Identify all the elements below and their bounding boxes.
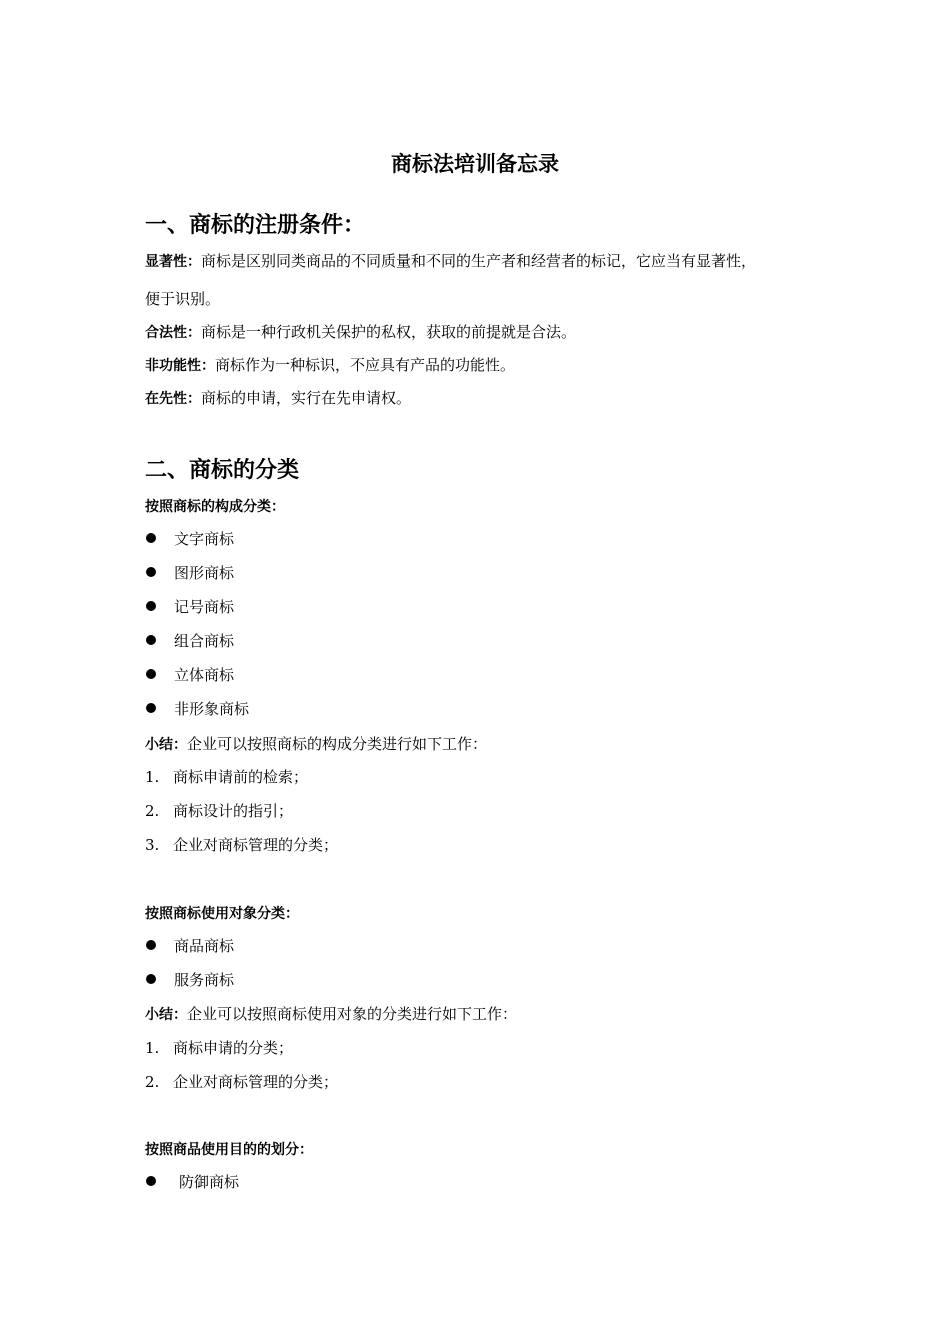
list-item: 图形商标 bbox=[145, 562, 234, 583]
group-label-composition: 按照商标的构成分类： bbox=[145, 499, 285, 515]
term-text: 商标是区别同类商品的不同质量和不同的生产者和经营者的标记，它应当有显著性， bbox=[201, 252, 757, 270]
numbered-item: 1. 商标申请的分类； bbox=[145, 1039, 294, 1057]
section-heading-registration: 一、商标的注册条件： bbox=[145, 213, 366, 238]
item-number: 2. bbox=[145, 802, 160, 820]
list-item: 立体商标 bbox=[145, 664, 234, 685]
bullet-dot-icon bbox=[146, 533, 156, 543]
paragraph-priority bbox=[145, 387, 411, 408]
section-heading-classification: 二、商标的分类 bbox=[145, 458, 300, 483]
paragraph-distinctiveness-cont: 便于识别。 bbox=[145, 290, 221, 308]
item-number: 1. bbox=[145, 768, 160, 786]
group-label-purpose: 按照商品使用目的的划分： bbox=[145, 1142, 313, 1158]
item-number: 1. bbox=[145, 1039, 160, 1057]
bullet-dot-icon bbox=[146, 940, 156, 950]
summary-label: 小结： bbox=[145, 1007, 187, 1023]
paragraph-non-functionality bbox=[145, 354, 515, 375]
group-label-usage-object: 按照商标使用对象分类： bbox=[145, 906, 299, 922]
list-item: 服务商标 bbox=[145, 969, 234, 990]
list-item: 防御商标 bbox=[145, 1171, 239, 1192]
term-label: 在先性： bbox=[145, 391, 201, 407]
document-title: 商标法培训备忘录 bbox=[391, 152, 559, 176]
bullet-dot-icon bbox=[146, 635, 156, 645]
bullet-dot-icon bbox=[146, 669, 156, 679]
summary-usage-object bbox=[145, 1003, 517, 1024]
term-label: 显著性： bbox=[145, 254, 201, 270]
bullet-dot-icon bbox=[146, 703, 156, 713]
paragraph-distinctiveness bbox=[145, 250, 756, 271]
bullet-dot-icon bbox=[146, 974, 156, 984]
numbered-item: 2. 商标设计的指引； bbox=[145, 802, 294, 820]
summary-composition bbox=[145, 733, 487, 754]
item-number: 2. bbox=[145, 1073, 160, 1091]
list-item: 非形象商标 bbox=[145, 698, 249, 719]
summary-text: 企业可以按照商标的构成分类进行如下工作： bbox=[187, 735, 488, 753]
numbered-item: 2. 企业对商标管理的分类； bbox=[145, 1073, 339, 1091]
list-item: 记号商标 bbox=[145, 596, 234, 617]
term-label: 合法性： bbox=[145, 325, 201, 341]
paragraph-legality bbox=[145, 321, 576, 342]
list-item: 文字商标 bbox=[145, 528, 234, 549]
list-item: 商品商标 bbox=[145, 935, 234, 956]
term-text: 商标是一种行政机关保护的私权，获取的前提就是合法。 bbox=[201, 323, 577, 341]
bullet-dot-icon bbox=[146, 601, 156, 611]
list-item: 组合商标 bbox=[145, 630, 234, 651]
term-label: 非功能性： bbox=[145, 358, 215, 374]
bullet-dot-icon bbox=[146, 567, 156, 577]
term-text: 商标的申请，实行在先申请权。 bbox=[201, 389, 412, 407]
bullet-dot-icon bbox=[146, 1176, 156, 1186]
summary-text: 企业可以按照商标使用对象的分类进行如下工作： bbox=[187, 1005, 518, 1023]
term-text: 商标作为一种标识，不应具有产品的功能性。 bbox=[215, 356, 516, 374]
item-number: 3. bbox=[145, 836, 160, 854]
numbered-item: 3. 企业对商标管理的分类； bbox=[145, 836, 339, 854]
summary-label: 小结： bbox=[145, 737, 187, 753]
numbered-item: 1. 商标申请前的检索； bbox=[145, 768, 309, 786]
